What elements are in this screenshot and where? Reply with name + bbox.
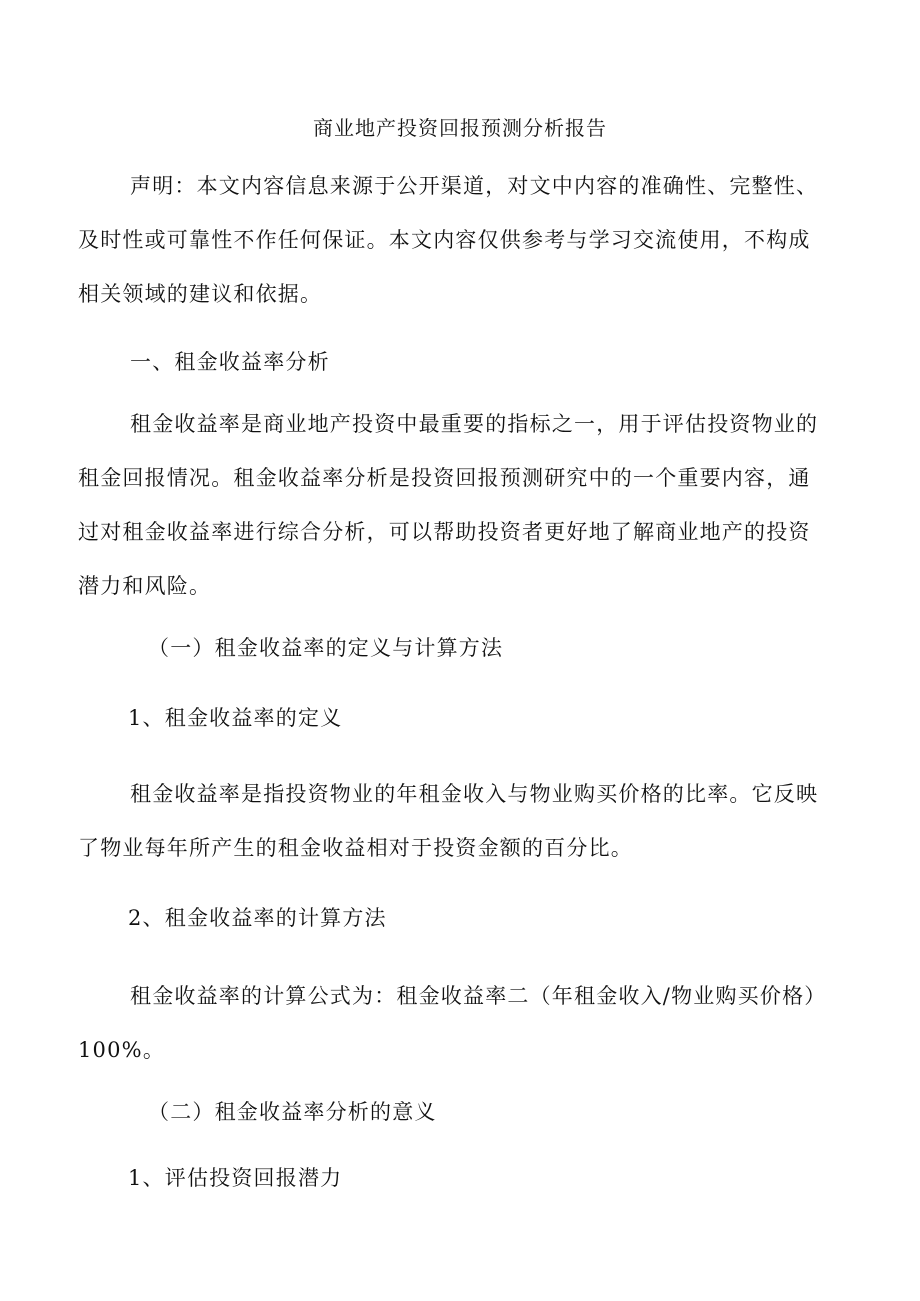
item-heading: 1、评估投资回报潜力 (128, 1166, 343, 1190)
item-heading: 2、租金收益率的计算方法 (128, 906, 387, 930)
paragraph-line: 100%。 (78, 1038, 166, 1062)
disclaimer-line-1: 声明：本文内容信息来源于公开渠道，对文中内容的准确性、完整性、 (130, 174, 819, 198)
subsection-heading: （一）租金收益率的定义与计算方法 (148, 636, 504, 660)
disclaimer-line-3: 相关领域的建议和依据。 (78, 282, 323, 306)
paragraph-line: 过对租金收益率进行综合分析，可以帮助投资者更好地了解商业地产的投资 (78, 520, 811, 544)
paragraph-line: 潜力和风险。 (78, 574, 212, 598)
section-heading: 一、租金收益率分析 (130, 350, 330, 374)
item-heading: 1、租金收益率的定义 (128, 706, 343, 730)
paragraph-line: 租金收益率的计算公式为：租金收益率二（年租金收入/物业购买价格） (130, 984, 827, 1008)
disclaimer-line-2: 及时性或可靠性不作任何保证。本文内容仅供参考与学习交流使用，不构成 (78, 228, 811, 252)
subsection-heading: （二）租金收益率分析的意义 (148, 1100, 437, 1124)
paragraph-line: 了物业每年所产生的租金收益相对于投资金额的百分比。 (78, 836, 633, 860)
paragraph-line: 租金回报情况。租金收益率分析是投资回报预测研究中的一个重要内容，通 (78, 466, 811, 490)
document-title: 商业地产投资回报预测分析报告 (313, 116, 607, 140)
paragraph-line: 租金收益率是指投资物业的年租金收入与物业购买价格的比率。它反映 (130, 782, 819, 806)
paragraph-line: 租金收益率是商业地产投资中最重要的指标之一，用于评估投资物业的 (130, 412, 819, 436)
